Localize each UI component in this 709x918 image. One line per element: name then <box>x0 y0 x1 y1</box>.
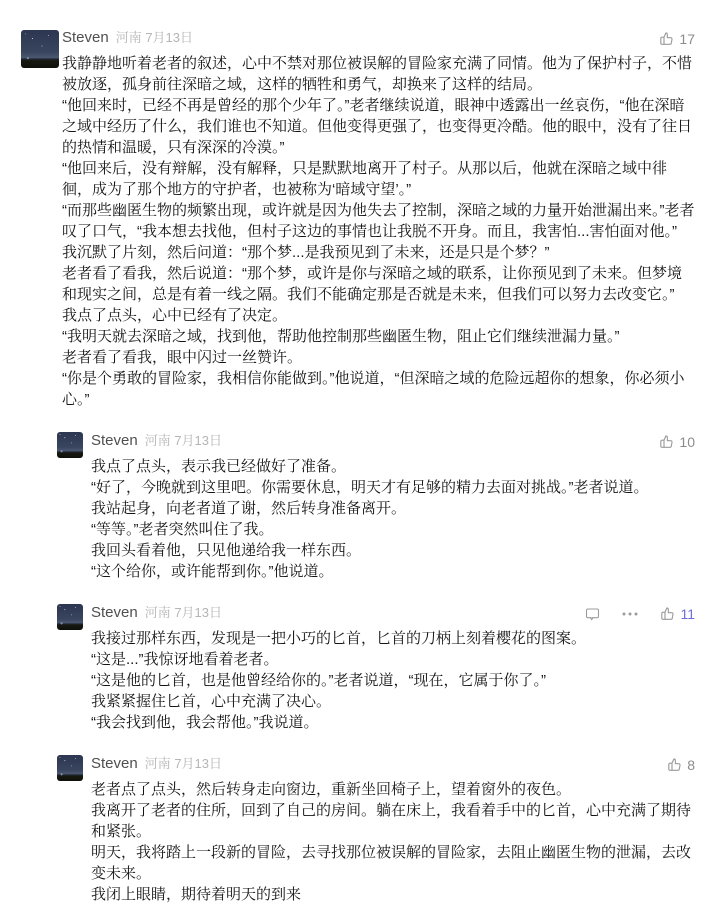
like-button[interactable] <box>658 31 695 47</box>
comment-item <box>21 431 695 582</box>
comment-paragraph: 我静静地听着老者的叙述，心中不禁对那位被误解的冒险家充满了同情。他为了保护村子，不惜被放逐，孤身前往深暗之域，这样的牺牲和勇气，却换来了这样的结局。 <box>62 55 693 93</box>
comment-meta: 河南 7月13日 <box>115 30 194 45</box>
comment-paragraph: 我闭上眼睛，期待着明天的到来 <box>91 886 302 903</box>
thumbs-up-icon <box>659 606 675 622</box>
comment-author[interactable]: Steven <box>62 29 109 46</box>
comment-header <box>91 431 695 451</box>
comment-author[interactable]: Steven <box>91 432 138 449</box>
comment-paragraph: “这个给你，或许能帮到你。”他说道。 <box>91 563 334 580</box>
thumbs-up-icon <box>666 757 682 773</box>
comment-paragraph: 我站起身，向老者道了谢，然后转身准备离开。 <box>91 500 407 517</box>
comment-paragraph: 老者看了看我，然后说道：“那个梦，或许是你与深暗之域的联系，让你预见到了未来。但梦境和现实之间，总是有着一线之隔。我们不能确定那是否就是未来，但我们可以努力去改变它。” <box>62 265 682 303</box>
thumbs-up-icon <box>658 31 674 47</box>
like-count: 11 <box>680 606 695 622</box>
user-avatar[interactable] <box>57 755 83 781</box>
comment-header <box>91 603 695 623</box>
like-count: 17 <box>679 31 695 47</box>
like-count: 10 <box>679 434 695 450</box>
user-avatar[interactable] <box>57 604 83 630</box>
comment-item <box>21 603 695 733</box>
comment-paragraph: 我沉默了片刻，然后问道：“那个梦...是我预见到了未来，还是只是个梦？” <box>62 244 550 261</box>
comment-paragraph: “好了，今晚就到这里吧。你需要休息，明天才有足够的精力去面对挑战。”老者说道。 <box>91 479 649 496</box>
more-button[interactable] <box>622 612 638 616</box>
like-count: 8 <box>687 757 695 773</box>
ellipsis-icon <box>622 612 638 616</box>
comment-paragraph: 我离开了老者的住所，回到了自己的房间。躺在床上，我看着手中的匕首，心中充满了期待和紧张。 <box>91 802 692 840</box>
comment-paragraph: 老者点了点头，然后转身走向窗边，重新坐回椅子上，望着窗外的夜色。 <box>91 781 572 798</box>
comment-meta: 河南 7月13日 <box>144 756 223 771</box>
like-button[interactable] <box>658 434 695 450</box>
comment-body <box>91 456 695 582</box>
comment-paragraph: “这是...”我惊讶地看着老者。 <box>91 651 279 668</box>
comment-paragraph: “这是他的匕首，也是他曾经给你的。”老者说道，“现在，它属于你了。” <box>91 672 546 689</box>
comment-paragraph: 我回头看着他，只见他递给我一样东西。 <box>91 542 362 559</box>
user-avatar[interactable] <box>57 432 83 458</box>
comment-header <box>62 28 695 48</box>
comment-paragraph: “他回来后，没有辩解，没有解释，只是默默地离开了村子。从那以后，他就在深暗之域中徘徊，成为了那个地方的守护者，也被称为‘暗域守望’。” <box>62 160 667 198</box>
comment-actions <box>666 757 695 773</box>
comment-meta: 河南 7月13日 <box>144 433 223 448</box>
comment-author[interactable]: Steven <box>91 755 138 772</box>
comment-body <box>91 628 695 733</box>
like-button[interactable] <box>659 606 695 622</box>
comment-actions <box>658 434 695 450</box>
comment-paragraph: 我接过那样东西，发现是一把小巧的匕首，匕首的刀柄上刻着樱花的图案。 <box>91 630 587 647</box>
comment-paragraph: “而那些幽匿生物的频繁出现，或许就是因为他失去了控制，深暗之域的力量开始泄漏出来。”老者叹了口气，“我本想去找他，但村子这边的事情也让我脱不开身。而且，我害怕...害怕面对他。” <box>62 202 695 240</box>
comment-paragraph: 我紧紧握住匕首，心中充满了决心。 <box>91 693 332 710</box>
comment-paragraph: 老者看了看我，眼中闪过一丝赞许。 <box>62 349 303 366</box>
comment-item <box>21 28 695 410</box>
comment-paragraph: “他回来时，已经不再是曾经的那个少年了。”老者继续说道，眼神中透露出一丝哀伤，“他在深暗之域中经历了什么，我们谁也不知道。但他变得更强了，也变得更冷酷。他的眼中，没有了往日的热情和温暖，只有深深的冷漠。” <box>62 97 693 156</box>
comment-actions <box>584 606 695 622</box>
comment-actions <box>658 31 695 47</box>
reply-button[interactable] <box>584 606 601 622</box>
comment-paragraph: “我明天就去深暗之域，找到他，帮助他控制那些幽匿生物，阻止它们继续泄漏力量。” <box>62 328 620 345</box>
comment-meta: 河南 7月13日 <box>144 605 223 620</box>
thumbs-up-icon <box>658 434 674 450</box>
comment-paragraph: 明天，我将踏上一段新的冒险，去寻找那位被误解的冒险家，去阻止幽匿生物的泄漏，去改变未来。 <box>91 844 692 882</box>
comment-author[interactable]: Steven <box>91 604 138 621</box>
comment-paragraph: 我点了点头，表示我已经做好了准备。 <box>91 458 347 475</box>
comment-paragraph: “等等。”老者突然叫住了我。 <box>91 521 274 538</box>
comment-bubble-icon <box>584 606 601 622</box>
comment-paragraph: “我会找到他，我会帮他。”我说道。 <box>91 714 319 731</box>
comment-body <box>91 779 695 905</box>
comment-paragraph: “你是个勇敢的冒险家，我相信你能做到。”他说道，“但深暗之域的危险远超你的想象，你必须小心。” <box>62 370 685 408</box>
comment-body <box>62 53 695 410</box>
comment-item <box>21 754 695 905</box>
comment-paragraph: 我点了点头，心中已经有了决定。 <box>62 307 288 324</box>
like-button[interactable] <box>666 757 695 773</box>
comment-header <box>91 754 695 774</box>
user-avatar[interactable] <box>21 30 59 68</box>
